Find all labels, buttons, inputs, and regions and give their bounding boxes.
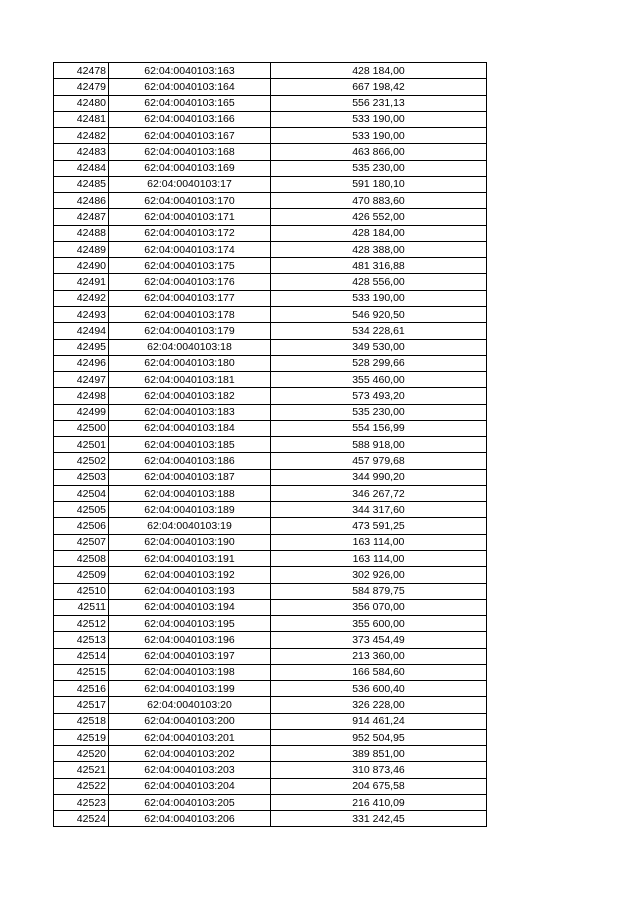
cadastral-value-cell: 952 504,95 <box>271 729 487 745</box>
row-number-cell: 42506 <box>54 518 109 534</box>
table-row <box>54 697 487 713</box>
cadastral-number-cell: 62:04:0040103:164 <box>109 79 271 95</box>
cadastral-number-cell: 62:04:0040103:185 <box>109 437 271 453</box>
cadastral-value-cell: 302 926,00 <box>271 567 487 583</box>
table-row <box>54 111 487 127</box>
row-number-cell: 42517 <box>54 697 109 713</box>
cadastral-number-cell: 62:04:0040103:197 <box>109 648 271 664</box>
cadastral-value-cell: 534 228,61 <box>271 323 487 339</box>
cadastral-number-cell: 62:04:0040103:176 <box>109 274 271 290</box>
table-row <box>54 502 487 518</box>
cadastral-value-cell: 163 114,00 <box>271 550 487 566</box>
table-row <box>54 746 487 762</box>
cadastral-value-cell: 533 190,00 <box>271 111 487 127</box>
row-number-cell: 42503 <box>54 469 109 485</box>
row-number-cell: 42515 <box>54 664 109 680</box>
row-number-cell: 42516 <box>54 681 109 697</box>
row-number-cell: 42486 <box>54 193 109 209</box>
cadastral-value-table-container <box>53 62 486 827</box>
row-number-cell: 42482 <box>54 128 109 144</box>
table-row <box>54 63 487 79</box>
cadastral-number-cell: 62:04:0040103:172 <box>109 225 271 241</box>
cadastral-value-cell: 163 114,00 <box>271 534 487 550</box>
table-row <box>54 274 487 290</box>
cadastral-number-cell: 62:04:0040103:190 <box>109 534 271 550</box>
cadastral-number-cell: 62:04:0040103:182 <box>109 388 271 404</box>
table-row <box>54 420 487 436</box>
cadastral-number-cell: 62:04:0040103:203 <box>109 762 271 778</box>
row-number-cell: 42511 <box>54 599 109 615</box>
row-number-cell: 42492 <box>54 290 109 306</box>
row-number-cell: 42509 <box>54 567 109 583</box>
cadastral-value-cell: 349 530,00 <box>271 339 487 355</box>
cadastral-value-cell: 536 600,40 <box>271 681 487 697</box>
row-number-cell: 42524 <box>54 811 109 827</box>
table-row <box>54 762 487 778</box>
cadastral-number-cell: 62:04:0040103:188 <box>109 485 271 501</box>
cadastral-value-cell: 584 879,75 <box>271 583 487 599</box>
cadastral-value-cell: 546 920,50 <box>271 306 487 322</box>
table-row <box>54 583 487 599</box>
table-row <box>54 176 487 192</box>
row-number-cell: 42499 <box>54 404 109 420</box>
cadastral-value-cell: 389 851,00 <box>271 746 487 762</box>
table-row <box>54 258 487 274</box>
cadastral-number-cell: 62:04:0040103:20 <box>109 697 271 713</box>
row-number-cell: 42496 <box>54 355 109 371</box>
cadastral-number-cell: 62:04:0040103:17 <box>109 176 271 192</box>
table-row <box>54 437 487 453</box>
row-number-cell: 42523 <box>54 794 109 810</box>
cadastral-value-cell: 470 883,60 <box>271 193 487 209</box>
cadastral-number-cell: 62:04:0040103:183 <box>109 404 271 420</box>
row-number-cell: 42518 <box>54 713 109 729</box>
cadastral-number-cell: 62:04:0040103:194 <box>109 599 271 615</box>
cadastral-value-table <box>53 62 487 827</box>
cadastral-number-cell: 62:04:0040103:205 <box>109 794 271 810</box>
cadastral-value-cell: 667 198,42 <box>271 79 487 95</box>
cadastral-number-cell: 62:04:0040103:204 <box>109 778 271 794</box>
cadastral-value-cell: 533 190,00 <box>271 128 487 144</box>
row-number-cell: 42495 <box>54 339 109 355</box>
cadastral-number-cell: 62:04:0040103:165 <box>109 95 271 111</box>
row-number-cell: 42498 <box>54 388 109 404</box>
cadastral-value-cell: 355 600,00 <box>271 616 487 632</box>
cadastral-number-cell: 62:04:0040103:192 <box>109 567 271 583</box>
cadastral-value-cell: 528 299,66 <box>271 355 487 371</box>
row-number-cell: 42505 <box>54 502 109 518</box>
table-row <box>54 794 487 810</box>
table-row <box>54 193 487 209</box>
row-number-cell: 42480 <box>54 95 109 111</box>
table-body <box>54 63 487 827</box>
cadastral-number-cell: 62:04:0040103:181 <box>109 372 271 388</box>
cadastral-value-cell: 556 231,13 <box>271 95 487 111</box>
cadastral-number-cell: 62:04:0040103:198 <box>109 664 271 680</box>
row-number-cell: 42497 <box>54 372 109 388</box>
table-row <box>54 729 487 745</box>
cadastral-number-cell: 62:04:0040103:191 <box>109 550 271 566</box>
cadastral-number-cell: 62:04:0040103:174 <box>109 241 271 257</box>
row-number-cell: 42491 <box>54 274 109 290</box>
row-number-cell: 42508 <box>54 550 109 566</box>
cadastral-value-cell: 481 316,88 <box>271 258 487 274</box>
table-row <box>54 388 487 404</box>
cadastral-value-cell: 535 230,00 <box>271 160 487 176</box>
table-row <box>54 599 487 615</box>
cadastral-number-cell: 62:04:0040103:171 <box>109 209 271 225</box>
cadastral-value-cell: 326 228,00 <box>271 697 487 713</box>
table-row <box>54 550 487 566</box>
row-number-cell: 42493 <box>54 306 109 322</box>
cadastral-number-cell: 62:04:0040103:19 <box>109 518 271 534</box>
table-row <box>54 339 487 355</box>
row-number-cell: 42478 <box>54 63 109 79</box>
cadastral-value-cell: 457 979,68 <box>271 453 487 469</box>
cadastral-value-cell: 591 180,10 <box>271 176 487 192</box>
table-row <box>54 485 487 501</box>
row-number-cell: 42513 <box>54 632 109 648</box>
cadastral-value-cell: 533 190,00 <box>271 290 487 306</box>
cadastral-number-cell: 62:04:0040103:200 <box>109 713 271 729</box>
cadastral-number-cell: 62:04:0040103:179 <box>109 323 271 339</box>
cadastral-number-cell: 62:04:0040103:166 <box>109 111 271 127</box>
cadastral-number-cell: 62:04:0040103:180 <box>109 355 271 371</box>
cadastral-value-cell: 914 461,24 <box>271 713 487 729</box>
cadastral-value-cell: 428 388,00 <box>271 241 487 257</box>
row-number-cell: 42522 <box>54 778 109 794</box>
cadastral-number-cell: 62:04:0040103:169 <box>109 160 271 176</box>
row-number-cell: 42512 <box>54 616 109 632</box>
cadastral-number-cell: 62:04:0040103:177 <box>109 290 271 306</box>
cadastral-number-cell: 62:04:0040103:187 <box>109 469 271 485</box>
cadastral-number-cell: 62:04:0040103:206 <box>109 811 271 827</box>
table-row <box>54 128 487 144</box>
cadastral-value-cell: 356 070,00 <box>271 599 487 615</box>
row-number-cell: 42501 <box>54 437 109 453</box>
cadastral-number-cell: 62:04:0040103:168 <box>109 144 271 160</box>
table-row <box>54 681 487 697</box>
row-number-cell: 42500 <box>54 420 109 436</box>
cadastral-number-cell: 62:04:0040103:201 <box>109 729 271 745</box>
cadastral-value-cell: 310 873,46 <box>271 762 487 778</box>
table-row <box>54 323 487 339</box>
cadastral-number-cell: 62:04:0040103:196 <box>109 632 271 648</box>
row-number-cell: 42487 <box>54 209 109 225</box>
table-row <box>54 144 487 160</box>
cadastral-number-cell: 62:04:0040103:199 <box>109 681 271 697</box>
cadastral-number-cell: 62:04:0040103:186 <box>109 453 271 469</box>
cadastral-value-cell: 573 493,20 <box>271 388 487 404</box>
cadastral-value-cell: 216 410,09 <box>271 794 487 810</box>
cadastral-value-cell: 426 552,00 <box>271 209 487 225</box>
table-row <box>54 79 487 95</box>
cadastral-value-cell: 463 866,00 <box>271 144 487 160</box>
cadastral-value-cell: 428 184,00 <box>271 225 487 241</box>
table-row <box>54 306 487 322</box>
table-row <box>54 664 487 680</box>
cadastral-number-cell: 62:04:0040103:195 <box>109 616 271 632</box>
row-number-cell: 42510 <box>54 583 109 599</box>
table-row <box>54 778 487 794</box>
table-row <box>54 241 487 257</box>
cadastral-value-cell: 535 230,00 <box>271 404 487 420</box>
table-row <box>54 160 487 176</box>
row-number-cell: 42481 <box>54 111 109 127</box>
row-number-cell: 42484 <box>54 160 109 176</box>
cadastral-value-cell: 344 990,20 <box>271 469 487 485</box>
cadastral-number-cell: 62:04:0040103:189 <box>109 502 271 518</box>
table-row <box>54 616 487 632</box>
row-number-cell: 42490 <box>54 258 109 274</box>
row-number-cell: 42519 <box>54 729 109 745</box>
cadastral-number-cell: 62:04:0040103:167 <box>109 128 271 144</box>
row-number-cell: 42479 <box>54 79 109 95</box>
table-row <box>54 209 487 225</box>
table-row <box>54 290 487 306</box>
table-row <box>54 225 487 241</box>
table-row <box>54 372 487 388</box>
row-number-cell: 42485 <box>54 176 109 192</box>
cadastral-value-cell: 428 184,00 <box>271 63 487 79</box>
row-number-cell: 42483 <box>54 144 109 160</box>
cadastral-value-cell: 213 360,00 <box>271 648 487 664</box>
row-number-cell: 42504 <box>54 485 109 501</box>
cadastral-value-cell: 373 454,49 <box>271 632 487 648</box>
cadastral-number-cell: 62:04:0040103:175 <box>109 258 271 274</box>
row-number-cell: 42494 <box>54 323 109 339</box>
table-row <box>54 469 487 485</box>
table-row <box>54 95 487 111</box>
table-row <box>54 404 487 420</box>
cadastral-number-cell: 62:04:0040103:170 <box>109 193 271 209</box>
table-row <box>54 453 487 469</box>
cadastral-number-cell: 62:04:0040103:193 <box>109 583 271 599</box>
cadastral-value-cell: 344 317,60 <box>271 502 487 518</box>
cadastral-value-cell: 166 584,60 <box>271 664 487 680</box>
row-number-cell: 42521 <box>54 762 109 778</box>
cadastral-number-cell: 62:04:0040103:178 <box>109 306 271 322</box>
row-number-cell: 42489 <box>54 241 109 257</box>
row-number-cell: 42488 <box>54 225 109 241</box>
table-row <box>54 632 487 648</box>
table-row <box>54 355 487 371</box>
table-row <box>54 518 487 534</box>
cadastral-value-cell: 473 591,25 <box>271 518 487 534</box>
cadastral-number-cell: 62:04:0040103:184 <box>109 420 271 436</box>
table-row <box>54 534 487 550</box>
cadastral-value-cell: 588 918,00 <box>271 437 487 453</box>
table-row <box>54 713 487 729</box>
cadastral-number-cell: 62:04:0040103:163 <box>109 63 271 79</box>
table-row <box>54 811 487 827</box>
cadastral-value-cell: 331 242,45 <box>271 811 487 827</box>
row-number-cell: 42514 <box>54 648 109 664</box>
cadastral-number-cell: 62:04:0040103:202 <box>109 746 271 762</box>
table-row <box>54 648 487 664</box>
cadastral-value-cell: 346 267,72 <box>271 485 487 501</box>
row-number-cell: 42520 <box>54 746 109 762</box>
row-number-cell: 42502 <box>54 453 109 469</box>
cadastral-value-cell: 554 156,99 <box>271 420 487 436</box>
cadastral-value-cell: 204 675,58 <box>271 778 487 794</box>
cadastral-value-cell: 428 556,00 <box>271 274 487 290</box>
cadastral-number-cell: 62:04:0040103:18 <box>109 339 271 355</box>
row-number-cell: 42507 <box>54 534 109 550</box>
cadastral-value-cell: 355 460,00 <box>271 372 487 388</box>
table-row <box>54 567 487 583</box>
